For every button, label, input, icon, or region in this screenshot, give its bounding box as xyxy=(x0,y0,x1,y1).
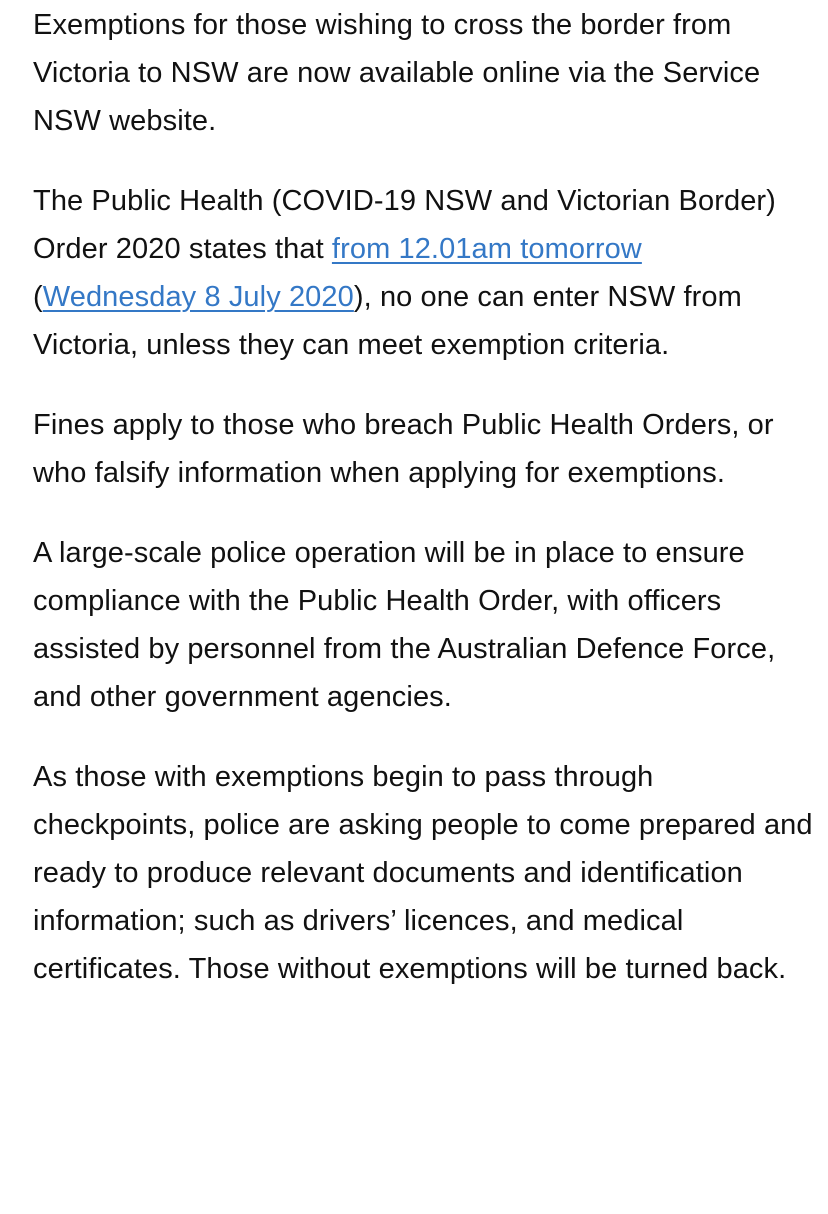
link-from-1201am-tomorrow[interactable]: from 12.01am tomorrow xyxy=(331,233,642,265)
link-wednesday-8-july-2020[interactable]: Wednesday 8 July 2020 xyxy=(42,281,354,313)
paragraph-fines: Fines apply to those who breach Public Health Orders, or who falsify information when applying for exemptions. xyxy=(33,409,774,489)
paragraph-checkpoints: As those with exemptions begin to pass through checkpoints, police are asking people to come prepared and ready to produce relevant documents and identification information; such as drivers’ licences, and medical certificates. Those without exemptions will be turned back. xyxy=(33,761,813,985)
paragraph-text: The Public Health (COVID-19 NSW and Victorian Border) Order 2020 states that xyxy=(33,185,776,265)
article-body xyxy=(33,0,813,993)
paragraph-text: ), no one can enter NSW from Victoria, unless they can meet exemption criteria. xyxy=(33,281,742,361)
paragraph-exemptions-online: Exemptions for those wishing to cross the border from Victoria to NSW are now available online via the Service NSW website. xyxy=(33,9,761,137)
paragraph-text: ( xyxy=(33,281,43,313)
paragraph-police-operation: A large-scale police operation will be in place to ensure compliance with the Public Health Order, with officers assisted by personnel from the Australian Defence Force, and other government agencies. xyxy=(33,537,776,713)
paragraph-border-order xyxy=(33,177,813,369)
